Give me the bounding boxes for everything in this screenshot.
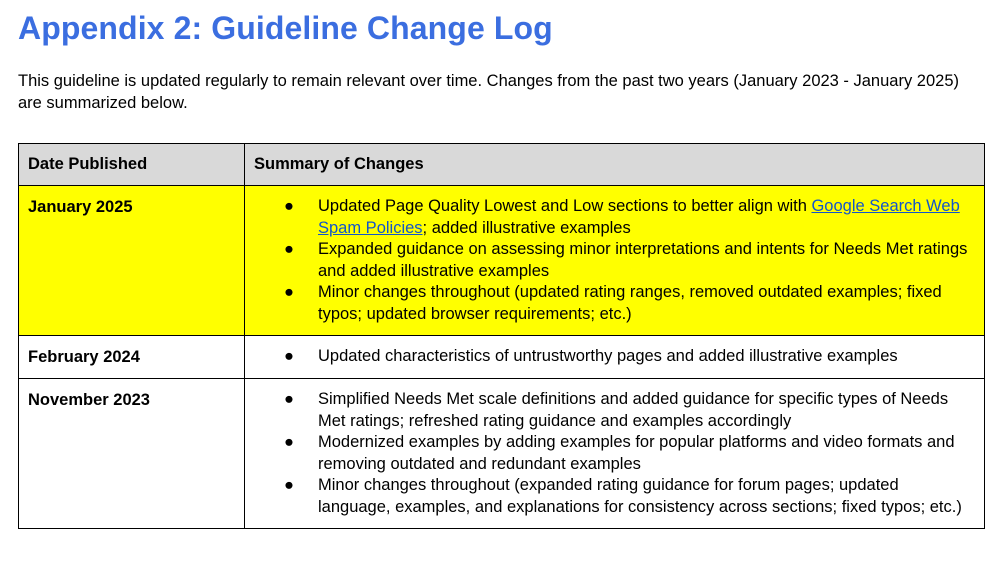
change-log-table <box>18 143 985 529</box>
summary-cell <box>245 186 985 336</box>
bullet-icon: ● <box>284 240 294 258</box>
bullet-icon: ● <box>284 347 294 365</box>
change-item <box>254 432 975 475</box>
change-item <box>254 196 975 239</box>
change-text: Modernized examples by adding examples for popular platforms and video formats and removing outdated and redundant examples <box>318 433 955 473</box>
summary-of-changes-header: Summary of Changes <box>245 144 985 186</box>
bullet-icon: ● <box>284 197 294 215</box>
change-item <box>254 389 975 432</box>
date-cell: November 2023 <box>19 379 245 529</box>
change-list <box>254 389 975 518</box>
change-text: Minor changes throughout (updated rating ranges, removed outdated examples; fixed typos; updated browser requirements; etc.) <box>318 283 942 323</box>
change-text: Simplified Needs Met scale definitions and added guidance for specific types of Needs Met ratings; refreshed rating guidance and examples accordingly <box>318 390 949 430</box>
bullet-icon: ● <box>284 283 294 301</box>
bullet-icon: ● <box>284 390 294 408</box>
change-item <box>254 475 975 518</box>
change-list <box>254 196 975 325</box>
table-row-november-2023 <box>19 379 985 529</box>
summary-cell <box>245 379 985 529</box>
date-published-header: Date Published <box>19 144 245 186</box>
change-item <box>254 282 975 325</box>
table-row-february-2024 <box>19 336 985 379</box>
page-title: Appendix 2: Guideline Change Log <box>18 10 553 46</box>
change-item <box>254 346 975 368</box>
table-header-row <box>19 144 985 186</box>
table-row-january-2025 <box>19 186 985 336</box>
change-text: Updated characteristics of untrustworthy pages and added illustrative examples <box>318 347 898 365</box>
intro-paragraph: This guideline is updated regularly to remain relevant over time. Changes from the past two years (January 2023 - January 2025) are summarized below. <box>18 72 959 112</box>
summary-cell <box>245 336 985 379</box>
date-cell: January 2025 <box>19 186 245 336</box>
bullet-icon: ● <box>284 433 294 451</box>
change-text: Expanded guidance on assessing minor interpretations and intents for Needs Met ratings and added illustrative examples <box>318 240 968 280</box>
bullet-icon: ● <box>284 476 294 494</box>
google-search-web-spam-policies-link[interactable]: Google Search Web Spam Policies <box>318 197 960 237</box>
change-item <box>254 239 975 282</box>
change-list <box>254 346 975 368</box>
date-cell: February 2024 <box>19 336 245 379</box>
change-text: ; added illustrative examples <box>422 218 631 237</box>
change-text: Minor changes throughout (expanded rating guidance for forum pages; updated language, examples, and explanations for consistency across sections; fixed typos; etc.) <box>318 476 962 516</box>
change-text: Updated Page Quality Lowest and Low sections to better align with <box>318 197 812 215</box>
